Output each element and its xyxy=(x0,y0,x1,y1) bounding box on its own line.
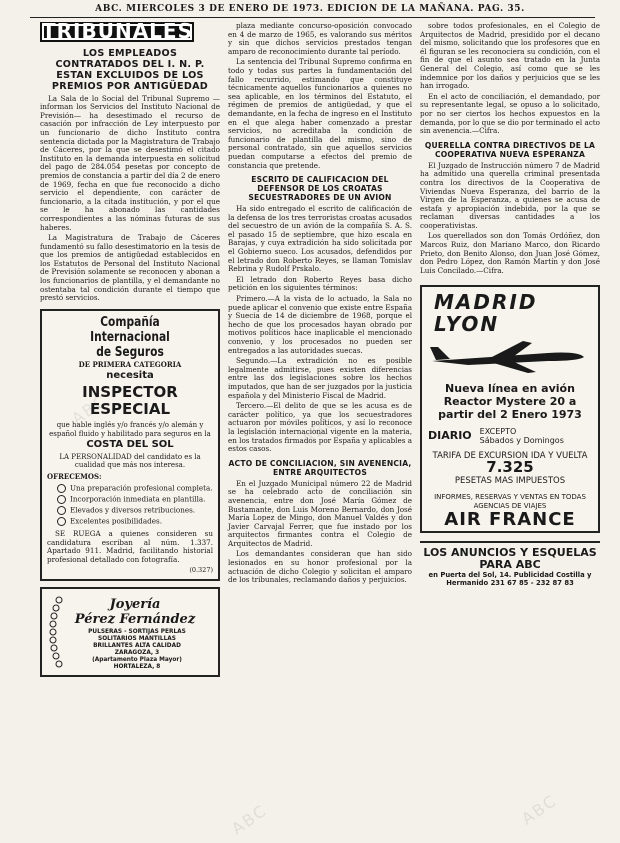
col3-paragraph: En el acto de conciliación, el demandado, por su representante legal, se opuso a lo solicitado, por no ser ciertos los hechos expuestos en la demanda, por lo que se dio por terminado el acto sin avenencia.—Cifra. xyxy=(420,91,600,136)
new-route-text: Nueva línea en avión Reactor Mystere 20 a partir del 2 Enero 1973 xyxy=(438,382,582,422)
column-1 xyxy=(40,19,220,677)
article2-paragraph: El letrado don Roberto Reyes basa dicho petición en los siguientes términos: xyxy=(228,274,412,293)
route-from: MADRID xyxy=(434,290,538,315)
diario-label: DIARIO xyxy=(428,428,472,442)
article4-paragraph: Los querellados son don Tomás Ordóñez, don Marcos Ruiz, don Mariano Marco, don Ricardo Prieto, don Benito Alonso, don Juan José Gómez, don Pedro López, don Ramón Martín y don José Luis Concilado.—Cifra. xyxy=(420,231,600,275)
article2-paragraph: Primero.—A la vista de lo actuado, la Sala no puede aplicar el convenio que existe entre España y Suecia de 14 de diciembre de 1968, porque el hecho de que los procesados hayan obrado por motivos políticos hace inaplicable el mencionado convenio, y los procesados no pueden ser entregados a las autoridades suecas. xyxy=(228,294,412,355)
bullet-icon xyxy=(57,495,66,504)
column-3 xyxy=(420,22,600,587)
watermark: ABC xyxy=(228,800,271,839)
ad-company-name-2: de Seguros xyxy=(96,344,164,360)
section-banner: TRIBUNALES xyxy=(42,19,193,43)
article4-headline: QUERELLA CONTRA DIRECTIVOS DE LA COOPERATIVA NUEVA ESPERANZA xyxy=(424,140,596,159)
article2-paragraph: Segundo.—La extradición no es posible legalmente admitirse, pues existen diferencias entre las dos legislaciones sobre los hechos imputados, que han de ser juzgados por la justicia española y del Ministerio Fiscal de Madrid. xyxy=(228,356,412,400)
watermark: ABC xyxy=(68,390,111,429)
article3-paragraph: Los demandantes consideran que han sido lesionados en su honor profesional por la actuación de dicho Colegio y solicitan el amparo de los tribunales, reclamando daños y perjuicios. xyxy=(228,549,412,585)
jewelry-lines: PULSERAS - SORTIJAS PERLAS SOLITARIOS MANTILLAS BRILLANTES ALTA CALIDAD ZARAGOZA, 3 (Apartamento Plaza Mayor) HORTALEZA, 8 xyxy=(88,628,186,670)
airplane-icon xyxy=(428,339,588,375)
watermark: ABC xyxy=(518,790,561,829)
ad-offer-item: Excelentes posibilidades. xyxy=(57,517,213,526)
info-line: INFORMES, RESERVAS Y VENTAS EN TODAS AGENCIAS DE VIAJES xyxy=(434,493,586,511)
except-block: EXCEPTO Sábados y Domingos xyxy=(479,427,564,446)
schedule-row xyxy=(428,427,592,445)
ad-offer-item: Una preparación profesional completa. xyxy=(57,484,213,493)
header-rule xyxy=(30,17,595,18)
insurance-ad xyxy=(40,309,220,581)
article1-headline: LOS EMPLEADOS CONTRATADOS DEL I. N. P. ESTAN EXCLUIDOS DE LOS PREMIOS POR ANTIGÜEDAD xyxy=(51,47,209,92)
ad-offer-item: Incorporación inmediata en plantilla. xyxy=(57,495,213,504)
ad-necesita: necesita xyxy=(106,370,154,382)
ad-contact: SE RUEGA a quienes consideren su candidatura escriban al núm. 1.337. Apartado 911. Madrid, facilitando historial profesional detallado con fotografía. xyxy=(47,528,213,564)
article2-paragraph: Tercero.—El delito de que se les acusa es de carácter político, ya que los secuestradores actuaron por móviles políticos, y así lo reconoce la legislación internacional vigente en la materia, en los tratados firmados por España y aplicables a estos casos. xyxy=(228,401,412,454)
anuncios-block xyxy=(420,541,600,587)
article3-headline: ACTO DE CONCILIACION, SIN AVENENCIA, ENTRE ARQUITECTOS xyxy=(228,458,412,477)
price-unit: PESETAS MAS IMPUESTOS xyxy=(454,476,566,487)
ad-ref: (0.327) xyxy=(189,566,213,575)
page-header: ABC. MIERCOLES 3 DE ENERO DE 1973. EDICION DE LA MAÑANA. PAG. 35. xyxy=(95,4,525,14)
article4-paragraph: El Juzgado de Instrucción número 7 de Madrid ha admitido una querella criminal presentada contra los directivos de la Cooperativa de Viviendas Nueva Esperanza, del barrio de la Virgen de la Esperanza, a quienes se acusa de estafa y apropiación indebida, por la que se reclaman diversas cantidades a los cooperativistas. xyxy=(420,160,600,230)
pearl-necklace-icon xyxy=(48,595,70,669)
article1-paragraph: La Magistratura de Trabajo de Cáceres fundamentó su fallo desestimatorio en la tesis de que los premios de antigüedad establecidos en los Estatutos de Personal del Instituto Nacional de Previsión solamente se reconocen y abonan a los funcionarios de plantilla, y el demandante no ostentaba tal condición durante el tiempo que prestó servicios. xyxy=(40,233,220,303)
watermark: ABC xyxy=(298,410,341,449)
jewelry-title: Joyería Pérez Fernández xyxy=(74,596,196,627)
ad-offer-item: Elevados y diversos retribuciones. xyxy=(57,506,213,515)
price: 7.325 xyxy=(486,458,534,477)
article3-paragraph: En el Juzgado Municipal número 22 de Madrid se ha celebrado acto de conciliación sin avenencia, entre don José María Gómez de Bustamante, don Luis Moreno Bernardo, don José María Lopez de Mingo, don Manuel Valdés y don Javier Carvajal Ferrer, que fue instado por los arquitectos firmantes contra el Colegio de Arquitectos de Madrid. xyxy=(228,478,412,548)
airline-ad xyxy=(420,285,600,532)
ad-personality: LA PERSONALIDAD del candidato es la cualidad que más nos interesa. xyxy=(59,452,201,470)
bullet-icon xyxy=(57,484,66,493)
col2-paragraph: La sentencia del Tribunal Supremo confirma en todo y todas sus partes la fundamentación del fallo recurrido, estimando que constituye técnicamente aquellos funcionarios a quienes no sea aplicable, en los términos del Estatuto, el régimen de premios de antigüedad, y que el demandante, en la fecha de ingreso en el Instituto en el que alega haber comenzado a prestar servicios, no acreditaba la condición de funcionario de plantilla del mismo, sino de personal contratado, sin que aquellos servicios puedan computarse a efectos del premio de constancia que pretende. xyxy=(228,57,412,170)
anuncios-title: LOS ANUNCIOS Y ESQUELAS PARA ABC xyxy=(423,545,597,571)
col3-paragraph: sobre todos profesionales, en el Colegio de Arquitectos de Madrid, presidido por el decano del mismo, solicitando que los profesores que en él figuran se les reconociera su condición, con el fin de que el asunto sea tratado en la Junta General del Colegio, así como que se les indemnice por los daños y perjuicios que se les han irrogado. xyxy=(420,21,600,91)
bullet-icon xyxy=(57,506,66,515)
bullet-icon xyxy=(57,517,66,526)
column-2 xyxy=(228,22,412,587)
ad-category: DE PRIMERA CATEGORIA xyxy=(78,359,182,369)
ad-region: COSTA DEL SOL xyxy=(86,439,174,451)
article1-paragraph: La Sala de lo Social del Tribunal Supremo —informan los Servicios del Instituto Nacional de Previsión— ha desestimado el recurso de casación por infracción de Ley interpuesto por un funcionario de dicho Instituto contra sentencia dictada por la Magistratura de Trabajo de Cáceres, por la que se desestimó el citado Instituto en la demanda interpuesta en solicitud del pago de 284.054 pesetas por concepto de premios de constancia a partir del día 2 de enero de 1969, fecha en que fue reconocido a dicho servicio el dependiente, con carácter de funcionario, a la citada institución, y por el que se le ha abonado las cantidades correspondientes a las nóminas futuras de sus haberes. xyxy=(40,93,220,232)
anuncios-details: en Puerta del Sol, 14. Publicidad Costilla y Hermanido 231 67 85 - 232 87 83 xyxy=(428,570,592,587)
col2-paragraph: plaza mediante concurso-oposición convocado en 4 de marzo de 1965, es valorando sus méritos y sin que dichos servicios prestados tengan amparo de reconocimiento durante tal período. xyxy=(228,21,412,56)
route-to: LYON xyxy=(434,312,500,337)
ad-position: INSPECTOR ESPECIAL xyxy=(82,383,178,419)
article2-paragraph: Ha sido entregado el escrito de calificación de la defensa de los tres terroristas croatas acusados del secuestro de un avión de la compañía S. A. S. el pasado 15 de septiembre, que hizo escala en Barajas, y cuya extradición ha sido solicitada por el Gobierno sueco. Los acusados, defendidos por el letrado don Roberto Reyes, se llaman Tomislav Rebrina y Rudolf Prskalo. xyxy=(228,204,412,274)
ad-offers-title: OFRECEMOS: xyxy=(47,472,102,481)
tariff-block: TARIFA DE EXCURSION IDA Y VUELTA 7.325 PESETAS MAS IMPUESTOS xyxy=(432,451,588,487)
article2-headline: ESCRITO DE CALIFICACION DEL DEFENSOR DE LOS CROATAS SECUESTRADORES DE UN AVION xyxy=(248,175,392,203)
brand-logo: AIR FRANCE xyxy=(444,509,576,531)
ad-company-name-1: Compañía Internacional xyxy=(90,314,170,345)
ad-requirement: que hable inglés y/o francés y/o alemán y español fluido y habilitado para seguros en la xyxy=(49,421,211,438)
jewelry-ad xyxy=(40,587,220,677)
